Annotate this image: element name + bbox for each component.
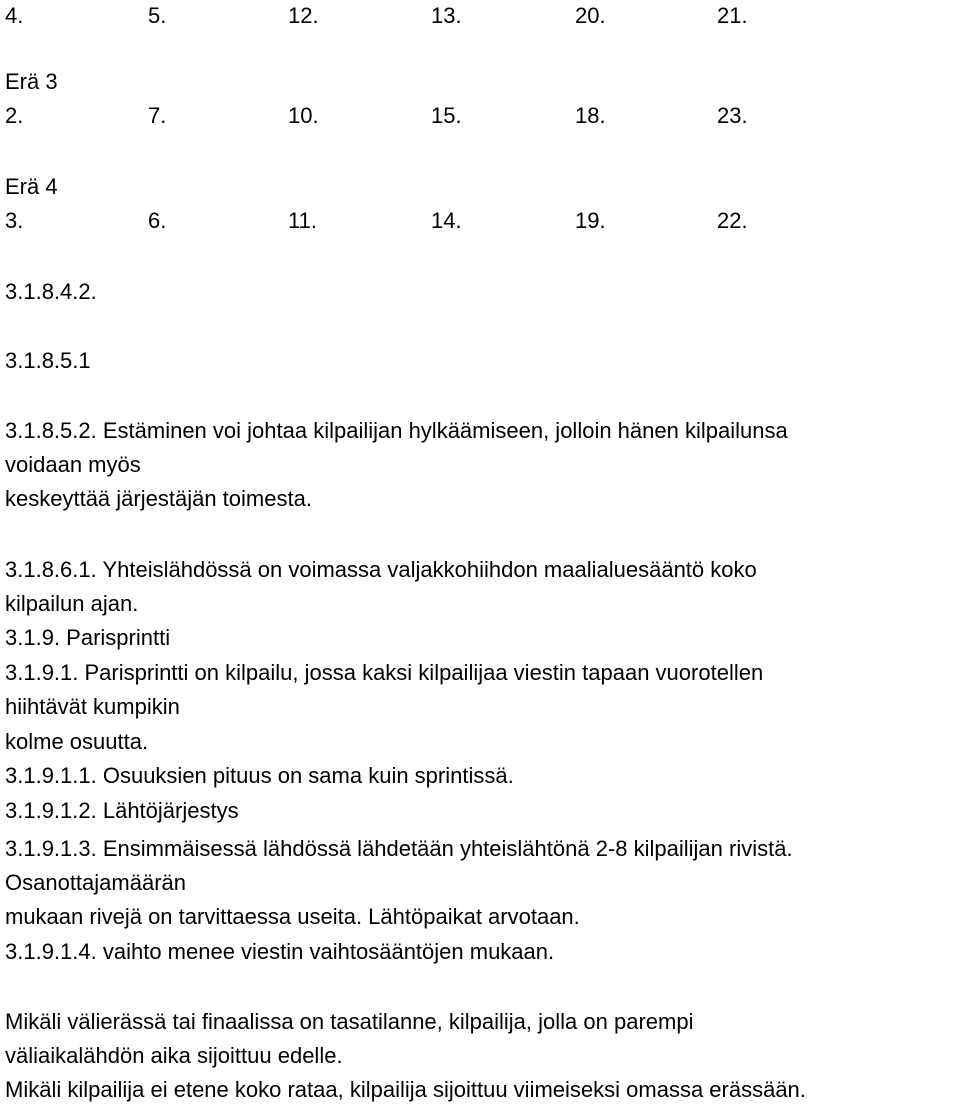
heat-label: Erä 3 — [5, 69, 58, 94]
section-heading: 3.1.9.1.2. Lähtöjärjestys — [5, 798, 239, 823]
heat-cell: 12. — [288, 3, 319, 28]
paragraph-line: 3.1.9.1.1. Osuuksien pituus on sama kuin sprintissä. — [5, 763, 514, 788]
heat-cell: 5. — [148, 3, 167, 28]
paragraph-line: 3.1.9.1.3. Ensimmäisessä lähdössä lähdetään yhteislähtönä 2-8 kilpailijan rivistä. — [5, 836, 793, 861]
paragraph-line: 3.1.8.5.2. Estäminen voi johtaa kilpailijan hylkäämiseen, jolloin hänen kilpailunsa — [5, 418, 788, 443]
paragraph-line: kolme osuutta. — [5, 729, 149, 754]
heat-cell: 6. — [148, 208, 167, 233]
heat-cell: 18. — [575, 103, 606, 128]
paragraph-line: mukaan rivejä on tarvittaessa useita. Lähtöpaikat arvotaan. — [5, 904, 580, 929]
heat-label: Erä 4 — [5, 174, 58, 199]
paragraph-line: väliaikalähdön aika sijoittuu edelle. — [5, 1043, 343, 1068]
heat-cell: 14. — [431, 208, 462, 233]
paragraph-line: 3.1.9.1. Parisprintti on kilpailu, jossa kaksi kilpailijaa viestin tapaan vuorotellen — [5, 660, 764, 685]
heat-cell: 22. — [717, 208, 748, 233]
heat-cell: 15. — [431, 103, 462, 128]
paragraph-line: hiihtävät kumpikin — [5, 694, 180, 719]
section-heading: 3.1.8.5.1 — [5, 348, 91, 373]
heat-cell: 11. — [288, 208, 317, 233]
section-heading: 3.1.8.4.2. — [5, 279, 97, 304]
heat-cell: 19. — [575, 208, 606, 233]
heat-cell: 23. — [717, 103, 748, 128]
paragraph-line: voidaan myös — [5, 452, 141, 477]
section-heading: 3.1.9. Parisprintti — [5, 625, 171, 650]
heat-cell: 4. — [5, 3, 24, 28]
heat-cell: 7. — [148, 103, 167, 128]
paragraph-line: 3.1.8.6.1. Yhteislähdössä on voimassa valjakkohiihdon maalialuesääntö koko — [5, 557, 757, 582]
paragraph-line: 3.1.9.1.4. vaihto menee viestin vaihtosääntöjen mukaan. — [5, 939, 555, 964]
heat-cell: 10. — [288, 103, 319, 128]
heat-cell: 20. — [575, 3, 606, 28]
paragraph-line: Mikäli kilpailija ei etene koko rataa, kilpailija sijoittuu viimeiseksi omassa erässään. — [5, 1077, 806, 1102]
paragraph-line: Mikäli välierässä tai finaalissa on tasatilanne, kilpailija, jolla on parempi — [5, 1009, 694, 1034]
heat-cell: 13. — [431, 3, 462, 28]
paragraph-line: Osanottajamäärän — [5, 870, 186, 895]
paragraph-line: kilpailun ajan. — [5, 591, 139, 616]
heat-cell: 21. — [717, 3, 748, 28]
paragraph-line: keskeyttää järjestäjän toimesta. — [5, 486, 312, 511]
heat-cell: 3. — [5, 208, 24, 233]
heat-cell: 2. — [5, 103, 24, 128]
